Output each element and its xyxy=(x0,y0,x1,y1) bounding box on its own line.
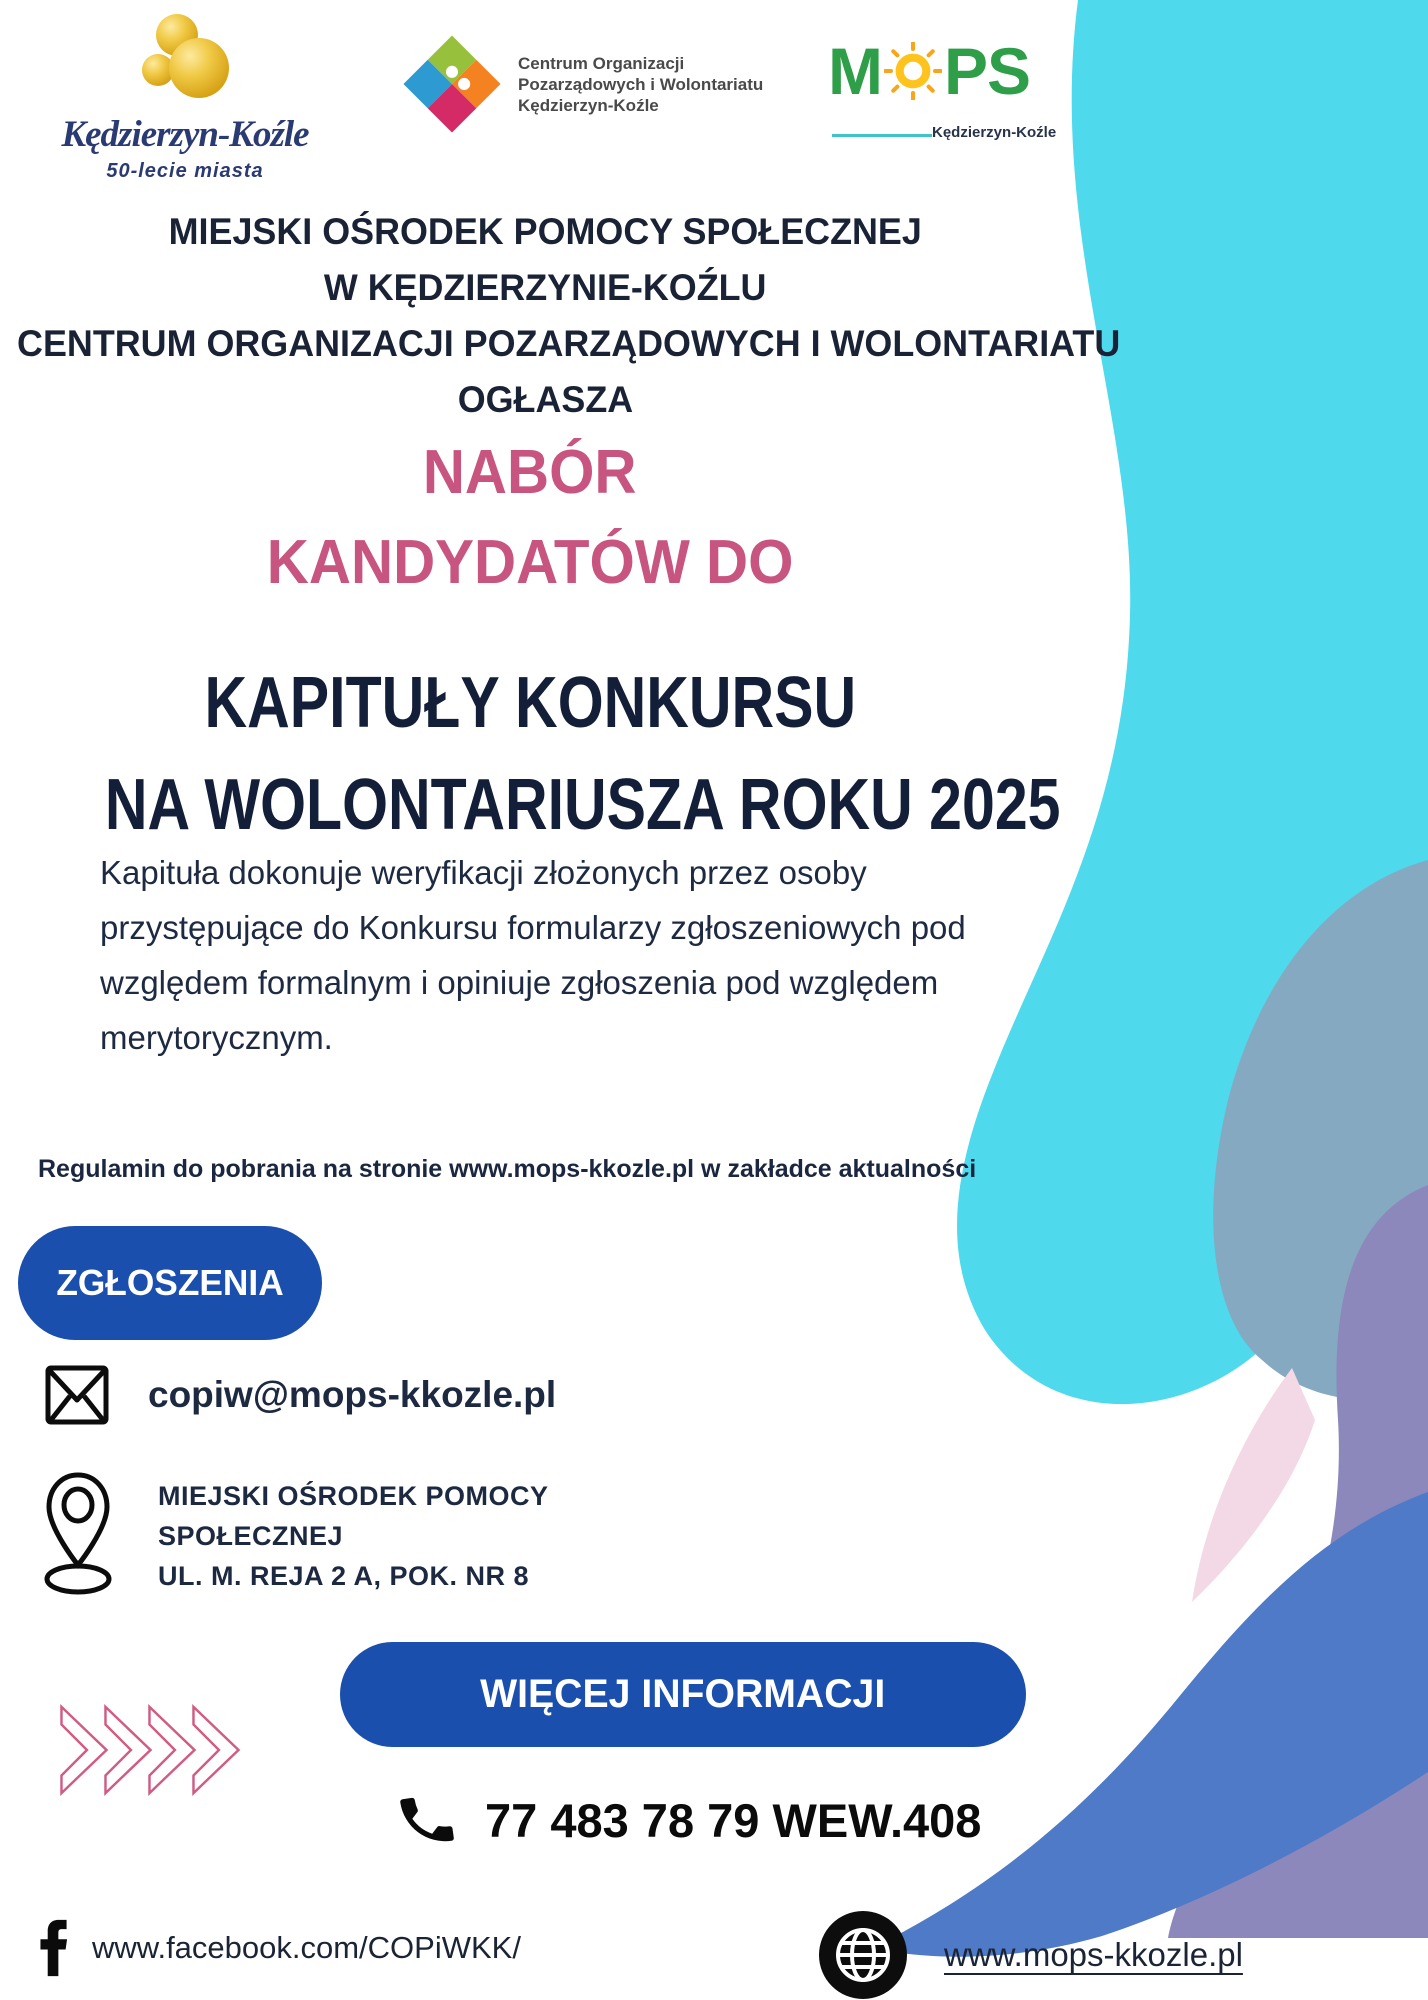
headline-navy-line-2: NA WOLONTARIUSZA ROKU 2025 xyxy=(104,765,1061,845)
more-info-button[interactable] xyxy=(340,1642,1026,1747)
globe-icon xyxy=(818,1910,908,2000)
phone-row xyxy=(395,1788,981,1852)
facebook-row xyxy=(36,1918,521,1978)
headline-navy-line-1: KAPITUŁY KONKURSU xyxy=(204,663,856,743)
mops-subtitle: Kędzierzyn-Koźle xyxy=(932,124,1057,141)
address-line-3: UL. M. REJA 2 A, POK. NR 8 xyxy=(158,1561,530,1591)
copw-logo-line: Pozarządowych i Wolontariatu xyxy=(518,74,764,94)
location-pin-icon xyxy=(40,1460,116,1610)
city-logo-subtitle: 50-lecie miasta xyxy=(106,160,264,182)
headline-navy xyxy=(0,652,1060,856)
submissions-button-label: ZGŁOSZENIA xyxy=(56,1262,284,1303)
city-logo-name: Kędzierzyn-Koźle xyxy=(61,114,309,155)
envelope-icon xyxy=(44,1364,110,1426)
bg-pink-shape xyxy=(1192,1368,1315,1602)
website-row xyxy=(818,1910,1243,2000)
sun-icon xyxy=(884,42,942,100)
announcement-header xyxy=(0,204,1121,428)
header-line-1: MIEJSKI OŚRODEK POMOCY SPOŁECZNEJ xyxy=(168,211,922,252)
puzzle-icon xyxy=(400,30,504,138)
address-line-2: SPOŁECZNEJ xyxy=(158,1521,344,1551)
address-row xyxy=(40,1460,549,1610)
header-line-3: CENTRUM ORGANIZACJI POZARZĄDOWYCH I WOLONTARIATU xyxy=(17,323,1121,364)
website-url[interactable]: www.mops-kkozle.pl xyxy=(944,1936,1243,1973)
chevron-right-icon xyxy=(187,1703,245,1797)
facebook-url[interactable]: www.facebook.com/COPiWKK/ xyxy=(92,1930,521,1965)
more-info-button-label: WIĘCEJ INFORMACJI xyxy=(480,1672,886,1716)
address-line-1: MIEJSKI OŚRODEK POMOCY xyxy=(158,1481,549,1511)
mops-underline xyxy=(832,134,932,137)
headline-pink-line-1: NABÓR xyxy=(423,438,637,507)
header-line-4: OGŁASZA xyxy=(457,379,633,420)
copw-logo-line: Centrum Organizacji xyxy=(518,53,685,73)
copw-logo-text xyxy=(518,53,763,116)
mops-wordmark xyxy=(828,34,1078,108)
copw-logo-line: Kędzierzyn-Koźle xyxy=(518,95,659,115)
phone-number[interactable]: 77 483 78 79 WEW.408 xyxy=(485,1793,982,1847)
mops-letters-ps: PS xyxy=(943,34,1031,108)
copw-logo xyxy=(400,30,763,138)
header-line-2: W KĘDZIERZYNIE-KOŹLU xyxy=(323,267,767,308)
submissions-button[interactable] xyxy=(18,1226,322,1340)
city-logo xyxy=(30,10,340,183)
mops-letter-m: M xyxy=(828,34,882,108)
email-row xyxy=(44,1364,556,1426)
mops-logo xyxy=(828,34,1078,141)
headline-pink xyxy=(0,428,1060,608)
regulations-note: Regulamin do pobrania na stronie www.mops-kkozle.pl w zakładce aktualności xyxy=(38,1155,977,1183)
city-logo-circles-icon xyxy=(135,10,235,110)
address-text xyxy=(158,1476,549,1610)
headline-pink-line-2: KANDYDATÓW DO xyxy=(266,528,794,597)
facebook-icon xyxy=(36,1918,72,1978)
chevrons-decoration xyxy=(55,1703,231,1797)
email-address[interactable]: copiw@mops-kkozle.pl xyxy=(148,1374,557,1415)
body-paragraph: Kapituła dokonuje weryfikacji złożonych przez osoby przystępujące do Konkursu formularzy zgłoszeniowych pod względem formalnym i opiniuje zgłoszenia pod względem merytorycznym. xyxy=(100,854,966,1056)
phone-icon xyxy=(391,1784,463,1856)
